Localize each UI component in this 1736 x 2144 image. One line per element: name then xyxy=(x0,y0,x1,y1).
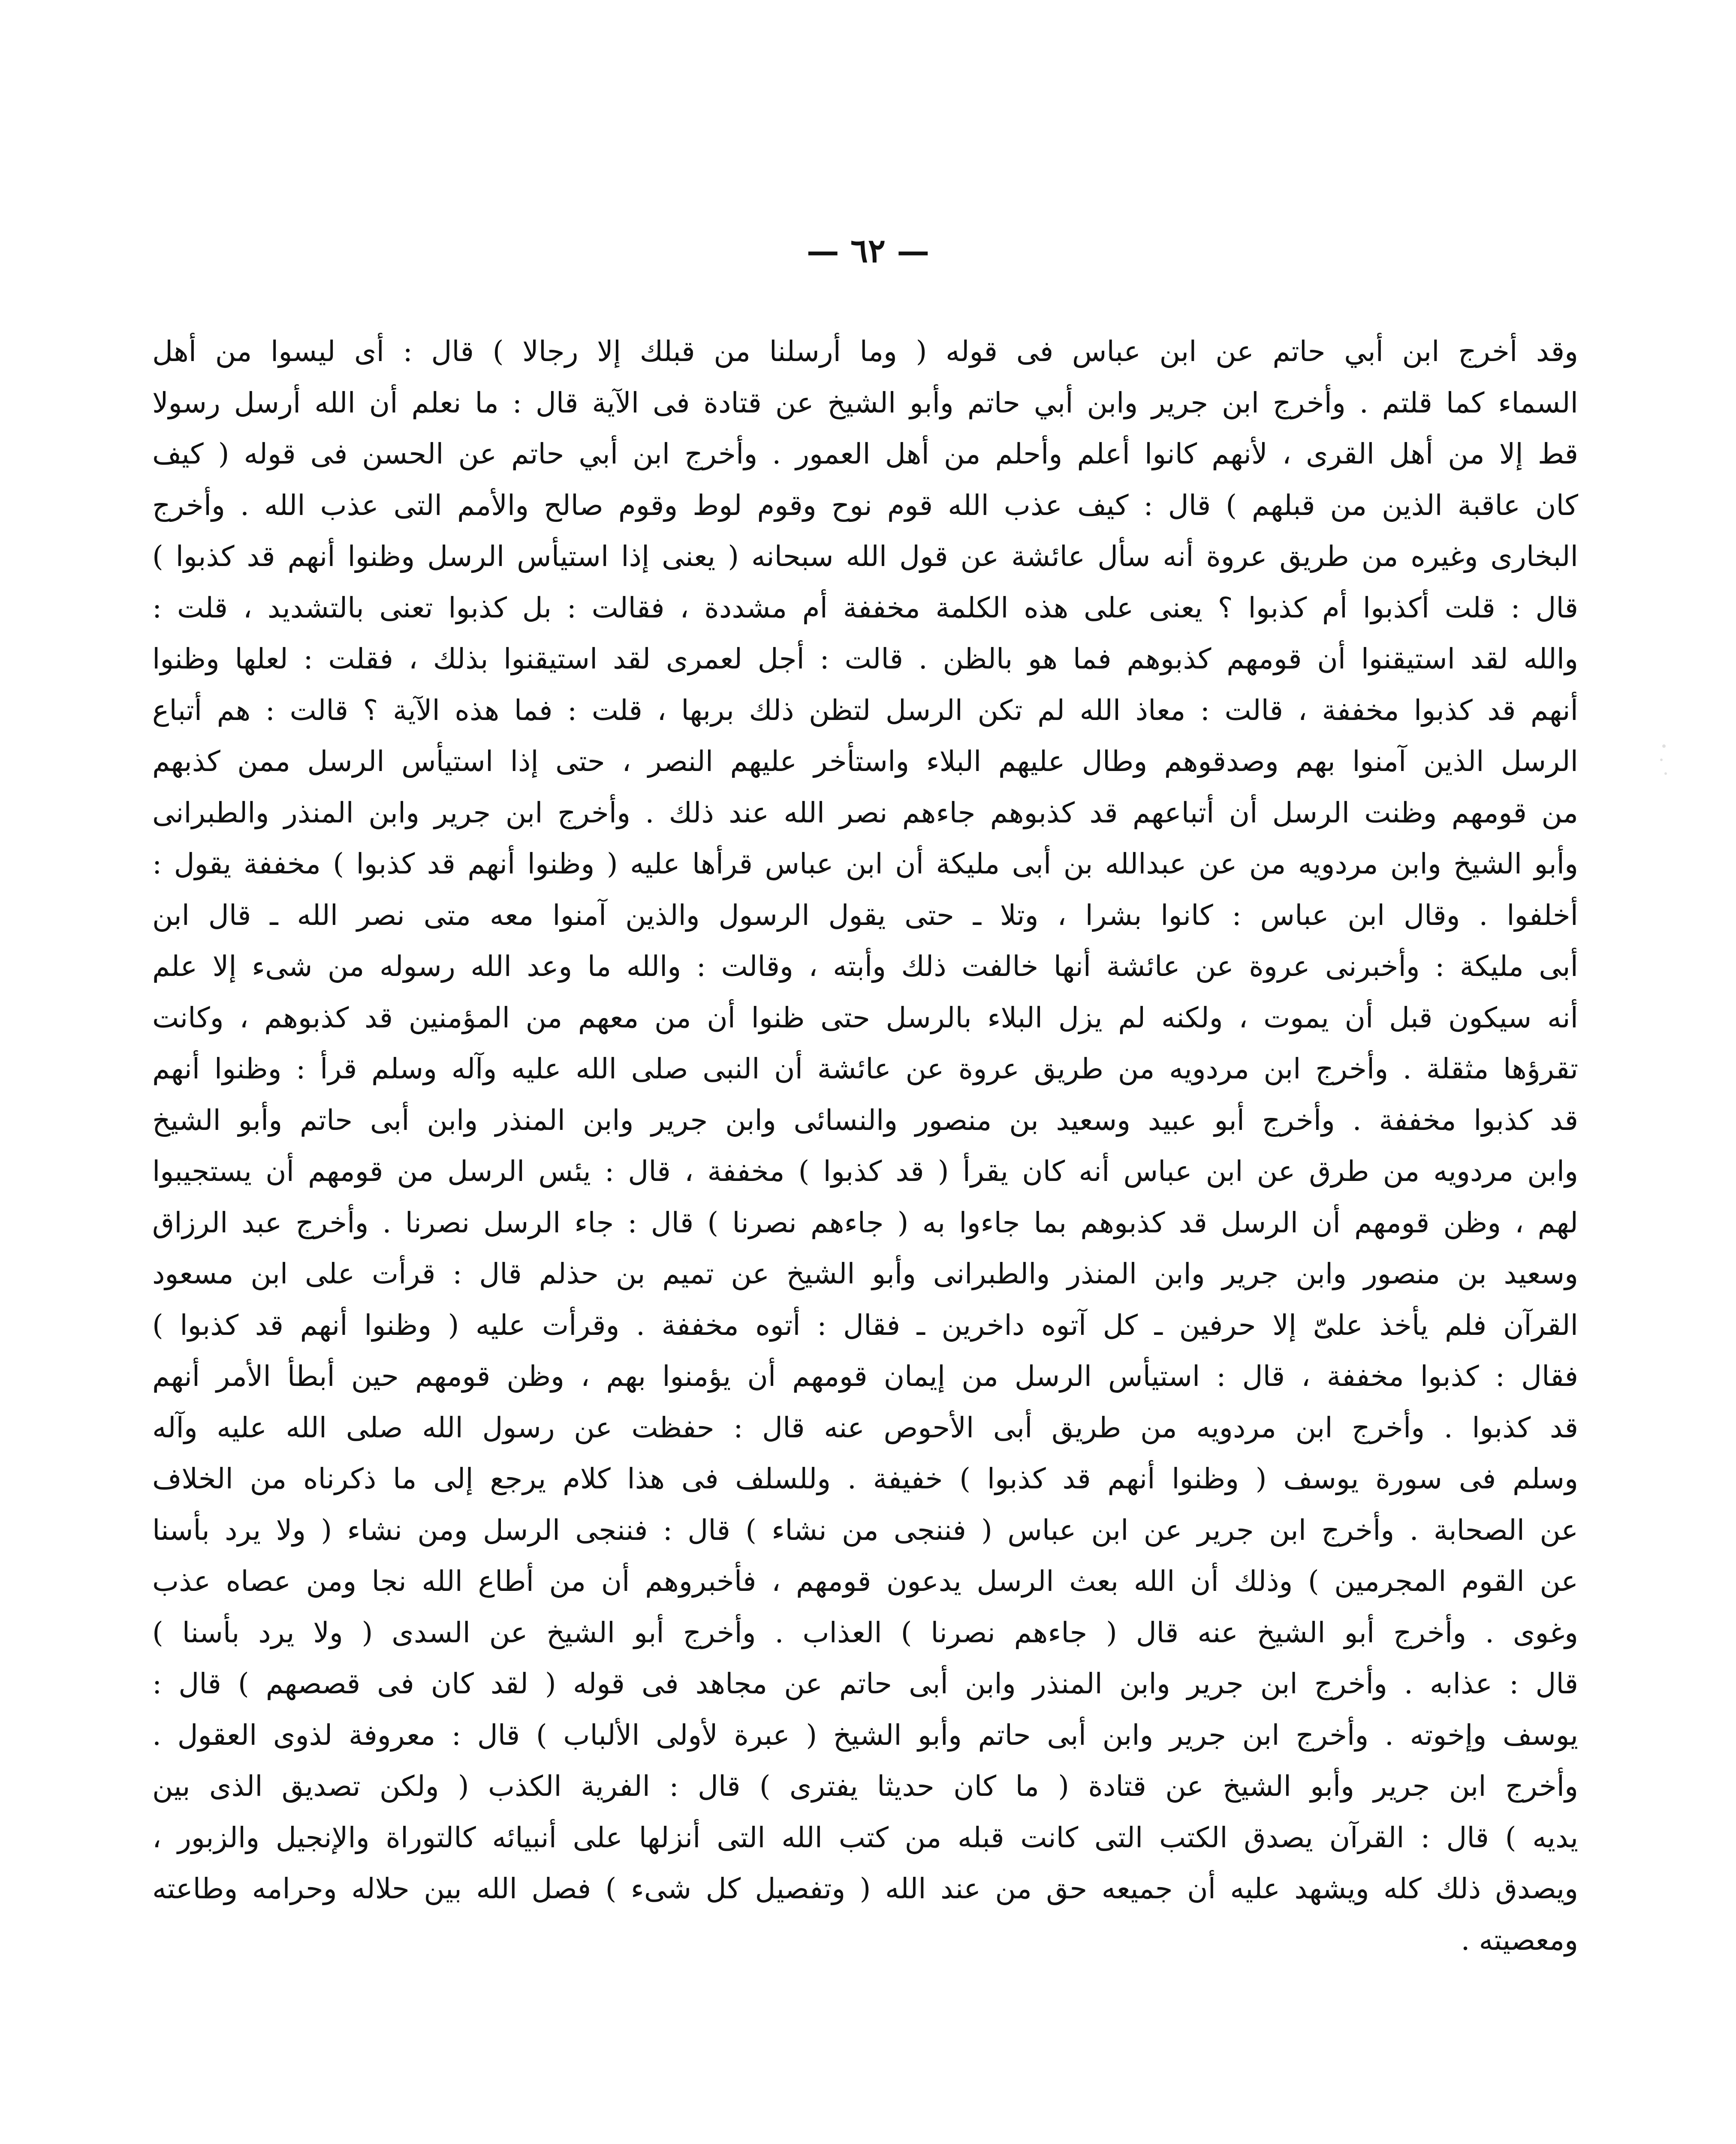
text-line: قط إلا من أهل القرى ، لأنهم كانوا أعلم وأحلم من أهل العمور . وأخرج ابن أبي حاتم عن الحسن فى قوله ( كيف xyxy=(152,437,1578,470)
text-line: السماء كما قلتم . وأخرج ابن جرير وابن أبي حاتم وأبو الشيخ عن قتادة فى الآية قال : ما نعلم أن الله أرسل رسولا xyxy=(152,386,1578,419)
text-line: قد كذبوا . وأخرج ابن مردويه من طريق أبى الأحوص عنه قال : حفظت عن رسول الله صلى الله عليه وآله xyxy=(152,1411,1578,1444)
margin-dots xyxy=(1655,738,1673,789)
text-line: البخارى وغيره من طريق عروة أنه سأل عائشة عن قول الله سبحانه ( يعنى إذا استيأس الرسل وظنوا أنهم قد كذبوا ) xyxy=(152,540,1578,573)
text-line: أنهم قد كذبوا مخففة ، قالت : معاذ الله لم تكن الرسل لتظن ذلك بربها ، قلت : فما هذه الآية ؟ قالت : هم أتباع xyxy=(152,693,1578,727)
text-line: عن الصحابة . وأخرج ابن جرير عن ابن عباس ( فننجى من نشاء ) قال : فننجى الرسل ومن نشاء ( ولا يرد بأسنا xyxy=(152,1513,1578,1547)
body-text xyxy=(152,326,1578,1966)
text-line: قال : عذابه . وأخرج ابن جرير وابن المنذر وابن أبى حاتم عن مجاهد فى قوله ( لقد كان فى قصصهم ) قال : xyxy=(152,1667,1578,1700)
text-line: وأخرج ابن جرير وأبو الشيخ عن قتادة ( ما كان حديثا يفترى ) قال : الفرية الكذب ( ولكن تصديق الذى بين xyxy=(152,1770,1578,1803)
page-number: — ٦٢ — xyxy=(806,232,930,270)
text-line: يوسف وإخوته . وأخرج ابن جرير وابن أبى حاتم وأبو الشيخ ( عبرة لأولى الألباب ) قال : معروفة لذوى العقول . xyxy=(152,1718,1578,1752)
text-line: وابن مردويه من طرق عن ابن عباس أنه كان يقرأ ( قد كذبوا ) مخففة ، قال : يئس الرسل من قومهم أن يستجيبوا xyxy=(152,1155,1578,1188)
text-line: أنه سيكون قبل أن يموت ، ولكنه لم يزل البلاء بالرسل حتى ظنوا أن من معهم من المؤمنين قد كذبوهم ، وكانت xyxy=(152,1001,1578,1034)
text-line: من قومهم وظنت الرسل أن أتباعهم قد كذبوهم جاءهم نصر الله عند ذلك . وأخرج ابن جرير وابن المنذر والطبرانى xyxy=(152,796,1578,829)
text-line: ويصدق ذلك كله ويشهد عليه أن جميعه حق من عند الله ( وتفصيل كل شىء ) فصل الله بين حلاله وحرامه وطاعته xyxy=(152,1872,1578,1905)
text-line: الرسل الذين آمنوا بهم وصدقوهم وطال عليهم البلاء واستأخر عليهم النصر ، حتى إذا استيأس الرسل ممن كذبهم xyxy=(152,745,1578,778)
text-line: يديه ) قال : القرآن يصدق الكتب التى كانت قبله من كتب الله التى أنزلها على أنبيائه كالتوراة والإنجيل والزبور ، xyxy=(152,1821,1578,1854)
text-line: ومعصيته . xyxy=(1461,1923,1578,1957)
text-line: قال : قلت أكذبوا أم كذبوا ؟ يعنى على هذه الكلمة مخففة أم مشددة ، فقالت : بل كذبوا تعنى بالتشديد ، قلت : xyxy=(152,591,1578,624)
text-line: القرآن فلم يأخذ علىّ إلا حرفين ـ كل آتوه داخرين ـ فقال : أتوه مخففة . وقرأت عليه ( وظنوا أنهم قد كذبوا ) xyxy=(152,1308,1578,1342)
text-line: وغوى . وأخرج أبو الشيخ عنه قال ( جاءهم نصرنا ) العذاب . وأخرج أبو الشيخ عن السدى ( ولا يرد بأسنا ) xyxy=(152,1616,1578,1649)
text-line: وأبو الشيخ وابن مردويه من عن عبدالله بن أبى مليكة أن ابن عباس قرأها عليه ( وظنوا أنهم قد كذبوا ) مخففة يقول : xyxy=(152,847,1578,880)
text-line: والله لقد استيقنوا أن قومهم كذبوهم فما هو بالظن . قالت : أجل لعمرى لقد استيقنوا بذلك ، فقلت : لعلها وظنوا xyxy=(152,642,1578,675)
text-line: وسلم فى سورة يوسف ( وظنوا أنهم قد كذبوا ) خفيفة . وللسلف فى هذا كلام يرجع إلى ما ذكرناه من الخلاف xyxy=(152,1462,1578,1495)
text-line: عن القوم المجرمين ) وذلك أن الله بعث الرسل يدعون قومهم ، فأخبروهم أن من أطاع الله نجا ومن عصاه عذب xyxy=(152,1565,1578,1598)
text-line: وقد أخرج ابن أبي حاتم عن ابن عباس فى قوله ( وما أرسلنا من قبلك إلا رجالا ) قال : أى ليسوا من أهل xyxy=(152,335,1578,368)
text-line: تقرؤها مثقلة . وأخرج ابن مردويه من طريق عروة عن عائشة أن النبى صلى الله عليه وآله وسلم قرأ : وظنوا أنهم xyxy=(152,1052,1578,1085)
text-line: فقال : كذبوا مخففة ، قال : استيأس الرسل من إيمان قومهم أن يؤمنوا بهم ، وظن قومهم حين أبطأ الأمر أنهم xyxy=(152,1360,1578,1393)
text-line: أبى مليكة : وأخبرنى عروة عن عائشة أنها خالفت ذلك وأبته ، وقالت : والله ما وعد الله رسوله من شىء إلا علم xyxy=(152,950,1578,983)
text-line: قد كذبوا مخففة . وأخرج أبو عبيد وسعيد بن منصور والنسائى وابن جرير وابن المنذر وابن أبى حاتم وأبو الشيخ xyxy=(152,1103,1578,1137)
text-line: وسعيد بن منصور وابن جرير وابن المنذر والطبرانى وأبو الشيخ عن تميم بن حذلم قال : قرأت على ابن مسعود xyxy=(152,1257,1578,1290)
text-line: لهم ، وظن قومهم أن الرسل قد كذبوهم بما جاءوا به ( جاءهم نصرنا ) قال : جاء الرسل نصرنا . وأخرج عبد الرزاق xyxy=(152,1206,1578,1239)
text-line: أخلفوا . وقال ابن عباس : كانوا بشرا ، وتلا ـ حتى يقول الرسول والذين آمنوا معه متى نصر الله ـ قال ابن xyxy=(152,898,1578,932)
text-line: كان عاقبة الذين من قبلهم ) قال : كيف عذب الله قوم نوح وقوم لوط وقوم صالح والأمم التى عذب الله . وأخرج xyxy=(152,488,1578,522)
